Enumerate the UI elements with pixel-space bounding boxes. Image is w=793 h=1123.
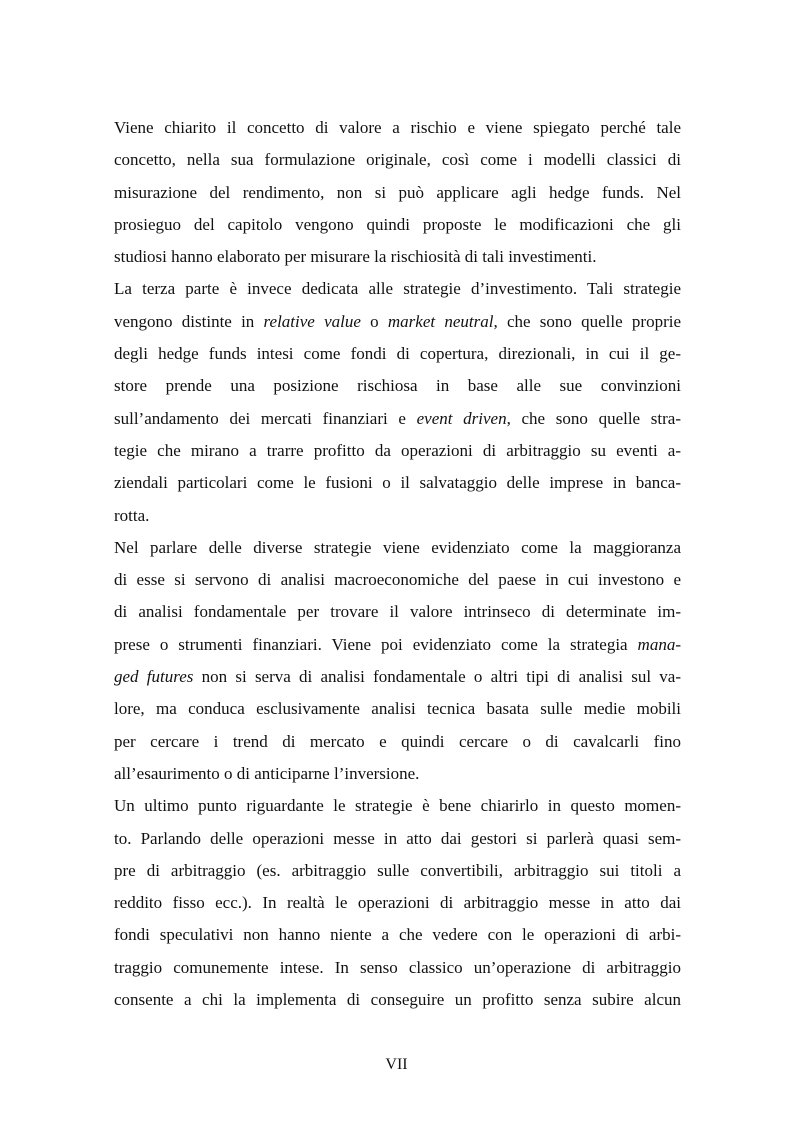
- text-line: [114, 370, 681, 402]
- text-line: [114, 403, 681, 435]
- text-segment: all’esaurimento o di anticiparne l’inversione.: [114, 763, 420, 783]
- text-line: [114, 500, 681, 532]
- body-text: [114, 112, 681, 1016]
- italic-term: ged futures: [114, 667, 194, 687]
- text-segment: pre di arbitraggio (es. arbitraggio sulle convertibili, arbitraggio sui titoli a: [114, 860, 681, 880]
- text-line: [114, 273, 681, 305]
- text-segment: prosieguo del capitolo vengono quindi proposte le modificazioni che gli: [114, 214, 681, 234]
- text-line: [114, 919, 681, 951]
- text-line: [114, 306, 681, 338]
- text-segment: concetto, nella sua formulazione originale, così come i modelli classici di: [114, 150, 681, 170]
- text-segment: lore, ma conduca esclusivamente analisi tecnica basata sulle medie mobili: [114, 699, 681, 719]
- text-line: [114, 952, 681, 984]
- text-line: [114, 144, 681, 176]
- text-segment: per cercare i trend di mercato e quindi cercare o di cavalcarli fino: [114, 731, 681, 751]
- text-segment: Viene chiarito il concetto di valore a rischio e viene spiegato perché tale: [114, 118, 681, 137]
- text-segment: consente a chi la implementa di conseguire un profitto senza subire alcun: [114, 990, 681, 1010]
- text-line: [114, 790, 681, 822]
- text-line: [114, 596, 681, 628]
- text-segment: Nel parlare delle diverse strategie viene evidenziato come la maggioranza: [114, 537, 681, 557]
- text-line: [114, 887, 681, 919]
- text-segment: studiosi hanno elaborato per misurare la rischiosità di tali investimenti.: [114, 247, 597, 267]
- text-line: [114, 726, 681, 758]
- text-segment: La terza parte è invece dedicata alle strategie d’investimento. Tali strategie: [114, 279, 681, 299]
- italic-term: mana-: [637, 634, 681, 654]
- italic-term: event driven: [416, 408, 507, 428]
- text-segment: sull’andamento dei mercati finanziari e: [114, 408, 417, 428]
- text-line: [114, 209, 681, 241]
- text-segment: ziendali particolari come le fusioni o il salvataggio delle imprese in banca-: [114, 473, 681, 493]
- text-line: [114, 629, 681, 661]
- text-line: [114, 177, 681, 209]
- text-segment: non si serva di analisi fondamentale o altri tipi di analisi sul va-: [193, 667, 682, 687]
- text-line: [114, 112, 681, 144]
- text-segment: di analisi fondamentale per trovare il valore intrinseco di determinate im-: [114, 602, 681, 622]
- text-segment: rotta.: [114, 505, 150, 525]
- text-segment: fondi speculativi non hanno niente a che vedere con le operazioni di arbi-: [114, 925, 681, 945]
- text-line: [114, 564, 681, 596]
- text-segment: to. Parlando delle operazioni messe in atto dai gestori si parlerà quasi sem-: [114, 828, 681, 848]
- text-segment: store prende una posizione rischiosa in base alle sue convinzioni: [114, 376, 681, 396]
- text-segment: , che sono quelle stra-: [506, 408, 681, 428]
- page-number: VII: [385, 1056, 408, 1073]
- text-segment: degli hedge funds intesi come fondi di copertura, direzionali, in cui il ge-: [114, 344, 681, 364]
- text-segment: o: [360, 311, 388, 331]
- text-segment: vengono distinte in: [114, 311, 264, 331]
- italic-term: market neutral: [387, 311, 494, 331]
- italic-term: relative value: [263, 311, 361, 331]
- text-segment: misurazione del rendimento, non si può applicare agli hedge funds. Nel: [114, 182, 681, 202]
- text-segment: di esse si servono di analisi macroeconomiche del paese in cui investono e: [114, 570, 681, 590]
- text-line: [114, 693, 681, 725]
- text-segment: , che sono quelle proprie: [493, 311, 681, 331]
- text-line: [114, 758, 681, 790]
- text-segment: Un ultimo punto riguardante le strategie è bene chiarirlo in questo momen-: [114, 796, 681, 816]
- text-line: [114, 661, 681, 693]
- text-line: [114, 532, 681, 564]
- text-segment: prese o strumenti finanziari. Viene poi evidenziato come la strategia: [114, 634, 638, 654]
- text-line: [114, 241, 681, 273]
- text-line: [114, 855, 681, 887]
- text-line: [114, 435, 681, 467]
- text-line: [114, 823, 681, 855]
- text-segment: reddito fisso ecc.). In realtà le operazioni di arbitraggio messe in atto dai: [114, 893, 681, 913]
- text-line: [114, 984, 681, 1016]
- text-line: [114, 467, 681, 499]
- text-segment: tegie che mirano a trarre profitto da operazioni di arbitraggio su eventi a-: [114, 440, 681, 460]
- text-line: [114, 338, 681, 370]
- text-segment: traggio comunemente intese. In senso classico un’operazione di arbitraggio: [114, 957, 681, 977]
